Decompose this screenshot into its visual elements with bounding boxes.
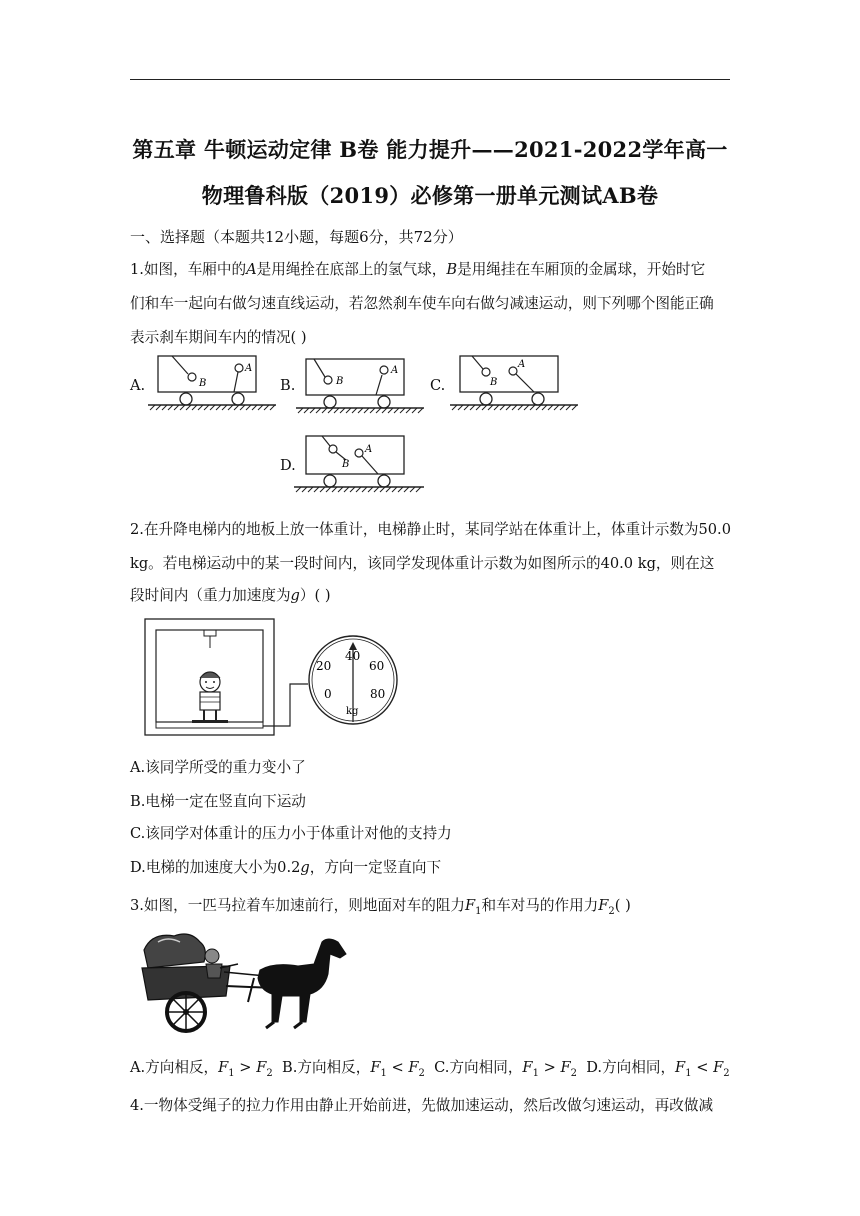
value: 0.2: [277, 859, 301, 876]
sym-f: F: [675, 1059, 686, 1076]
sym-f: F: [560, 1059, 571, 1076]
sym-f: F: [370, 1059, 381, 1076]
q1-line3: 表示刹车期间车内的情况( ): [130, 329, 307, 346]
label-b: B: [336, 376, 344, 387]
q3-text: ( ): [614, 897, 631, 914]
q1-text: 1.如图，车厢中的: [130, 261, 247, 278]
q1-option-d-label: D.: [280, 457, 296, 474]
var-g: g: [300, 859, 310, 876]
label-b: B: [490, 377, 498, 388]
q1-car-d-figure: [294, 434, 426, 492]
page-title-line2: 物理鲁科版（2019）必修第一册单元测试AB卷: [201, 183, 659, 208]
sub-1: 1: [380, 1067, 387, 1079]
q1-car-a-figure: [148, 354, 278, 410]
q4-line1: 4.一物体受绳子的拉力作用由静止开始前进，先做加速运动，然后改做匀速运动，再改做减: [130, 1097, 714, 1114]
sub-2: 2: [418, 1067, 425, 1079]
sub-2: 2: [723, 1067, 730, 1079]
var-g: g: [290, 587, 300, 604]
q2-text: D.电梯的加速度大小为: [130, 859, 278, 876]
sym-f: F: [218, 1059, 229, 1076]
q2-line2: kg。若电梯运动中的某一段时间内，该同学发现体重计示数为如图所示的40.0 kg，则在这: [130, 555, 715, 572]
header-rule: [130, 79, 730, 80]
q1-option-a-label: A.: [130, 377, 146, 394]
label-a: A: [518, 359, 526, 370]
lt: <: [691, 1059, 714, 1076]
q3-horse-cart-figure: [134, 928, 350, 1034]
sym-f: F: [598, 897, 609, 914]
gt: >: [538, 1059, 561, 1076]
label-a: A: [365, 444, 373, 455]
sub-1: 1: [532, 1067, 539, 1079]
sub-2: 2: [608, 905, 615, 917]
sub-1: 1: [475, 905, 482, 917]
q1-line2: 们和车一起向右做匀速直线运动，若忽然刹车使车向右做匀减速运动，则下列哪个图能正确: [130, 295, 714, 312]
sub-2: 2: [266, 1067, 273, 1079]
lt: <: [386, 1059, 409, 1076]
q3-option-c: C.方向相同，: [434, 1059, 523, 1076]
q3-options: [130, 1056, 730, 1079]
q2-line3: [130, 584, 331, 605]
q1-car-c-figure: [450, 354, 580, 410]
gt: >: [234, 1059, 257, 1076]
q2-option-d: [130, 856, 441, 877]
dial-unit: kg: [346, 706, 359, 717]
q2-text: 段时间内（重力加速度为: [130, 587, 291, 604]
q1-line1: [130, 258, 705, 279]
q1-option-b-label: B.: [280, 377, 296, 394]
var-a: A: [246, 261, 257, 278]
q3-option-a: A.方向相反，: [130, 1059, 219, 1076]
label-b: B: [342, 459, 350, 470]
dial-tick-0: 0: [324, 687, 332, 701]
label-a: A: [245, 363, 253, 374]
sub-1: 1: [685, 1067, 692, 1079]
q3-line1: [130, 894, 631, 917]
sym-f: F: [256, 1059, 267, 1076]
q2-option-a: A.该同学所受的重力变小了: [130, 759, 306, 776]
dial-tick-60: 60: [369, 659, 385, 673]
var-b: B: [446, 261, 458, 278]
dial-tick-40: 40: [345, 649, 361, 663]
sym-f: F: [522, 1059, 533, 1076]
q1-text: 是用绳挂在车厢顶的金属球，开始时它: [457, 261, 706, 278]
q3-text: 3.如图，一匹马拉着车加速前行，则地面对车的阻力: [130, 897, 465, 914]
q2-text: ）( ): [299, 587, 331, 604]
sub-2: 2: [570, 1067, 577, 1079]
q2-option-b: B.电梯一定在竖直向下运动: [130, 793, 306, 810]
dial-tick-20: 20: [316, 659, 332, 673]
label-a: A: [391, 365, 399, 376]
q1-option-c-label: C.: [430, 377, 446, 394]
label-b: B: [199, 378, 207, 389]
sub-1: 1: [228, 1067, 235, 1079]
q2-option-c: C.该同学对体重计的压力小于体重计对他的支持力: [130, 825, 452, 842]
dial-tick-80: 80: [370, 687, 386, 701]
sym-f: F: [408, 1059, 419, 1076]
q2-text: ，方向一定竖直向下: [309, 859, 442, 876]
sym-f: F: [465, 897, 476, 914]
q3-option-b: B.方向相反，: [281, 1059, 371, 1076]
page-title-line1: 第五章 牛顿运动定律 B卷 能力提升——2021-2022学年高一: [132, 137, 728, 162]
q3-text: 和车对马的作用力: [481, 897, 599, 914]
q3-option-d: D.方向相同，: [586, 1059, 676, 1076]
section-heading: 一、选择题（本题共12小题，每题6分，共72分）: [130, 228, 463, 246]
q1-car-b-figure: [296, 357, 426, 413]
q1-text: 是用绳拴在底部上的氢气球，: [256, 261, 447, 278]
sym-f: F: [713, 1059, 724, 1076]
q2-line1: 2.在升降电梯内的地板上放一体重计，电梯静止时，某同学站在体重计上，体重计示数为50.0: [130, 521, 731, 538]
q2-elevator-figure: [144, 618, 412, 738]
